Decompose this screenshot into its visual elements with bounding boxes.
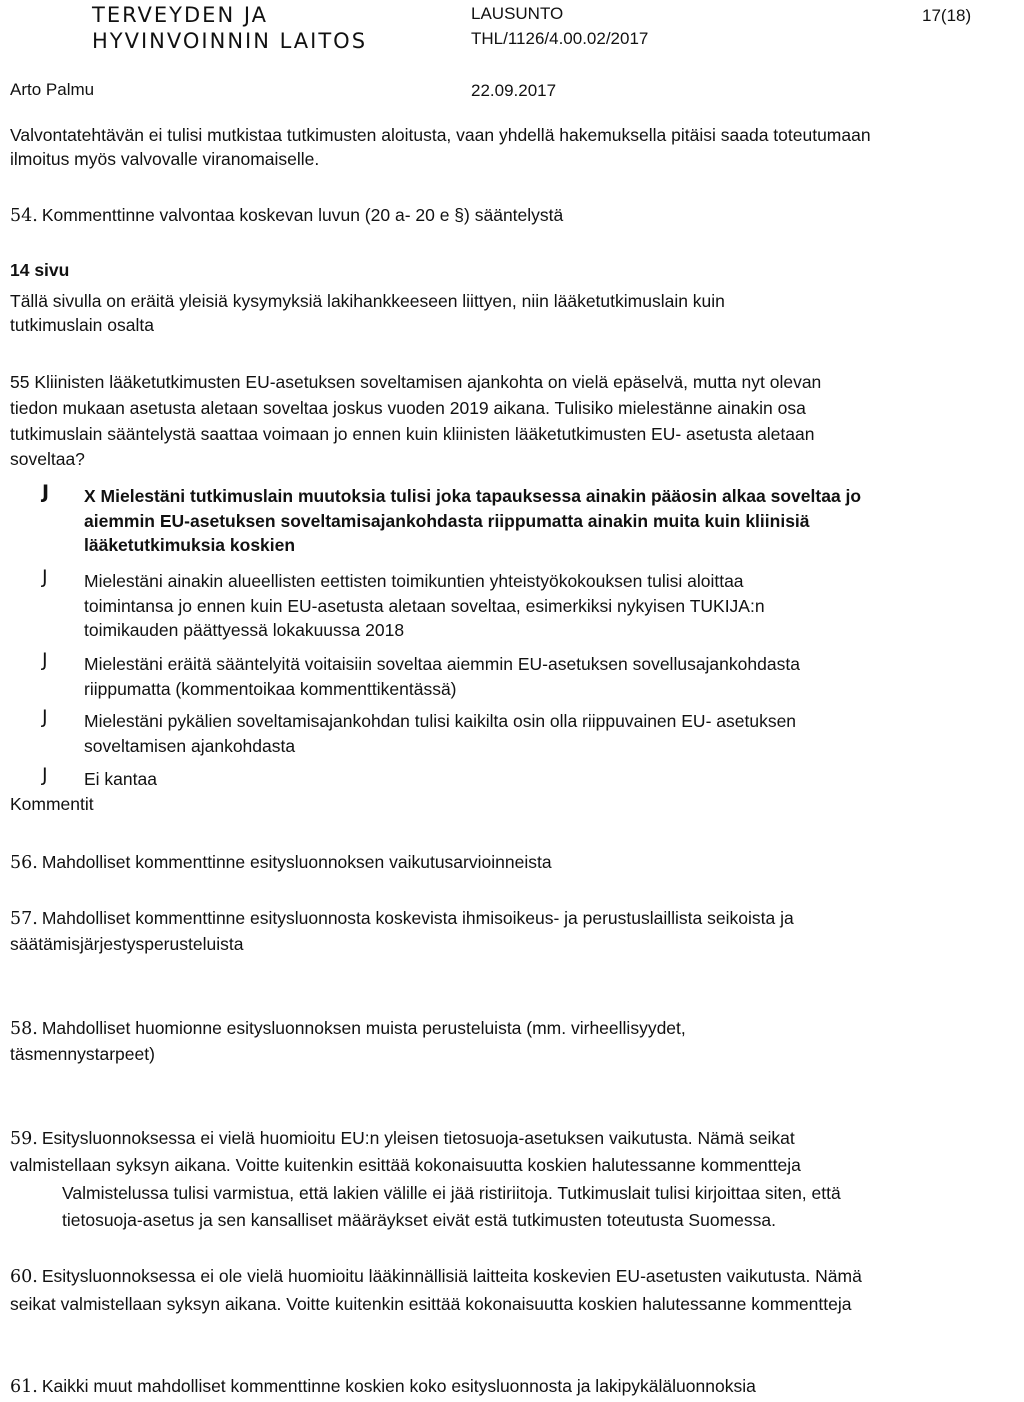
question-58-line-2: täsmennystarpeet) [10,1044,155,1064]
question-56: 56. Mahdolliset kommenttinne esitysluonnoksen vaikutusarvioinneista [10,852,552,873]
option-3[interactable]: Mielestäni eräitä sääntelyitä voitaisiin soveltaa aiemmin EU-asetuksen sovellusajankohdasta riippumatta (kommentoikaa kommenttikentässä) [84,654,800,699]
answer-59-line-1: Valmistelussa tulisi varmistua, että lakien välille ei jää ristiriitoja. Tutkimuslait tulisi kirjoittaa siten, että [62,1183,841,1203]
intro-line-1: Valvontatehtävän ei tulisi mutkistaa tutkimusten aloitusta, vaan yhdellä hakemuksella pitäisi saada toteutumaan [10,125,871,145]
question-55-line-4: soveltaa? [10,449,85,469]
question-60-line-1: 60. Esitysluonnoksessa ei ole vielä huomioitu lääkinnällisiä laitteita koskevien EU-asetusten vaikutusta. Nämä [10,1266,862,1287]
question-55-line-1: 55 Kliinisten lääketutkimusten EU-asetuksen soveltamisen ajankohta on vielä epäselvä, mutta nyt olevan [10,372,822,392]
question-54 [10,204,563,229]
question-57-line-1: 57. Mahdolliset kommenttinne esitysluonnosta koskevista ihmisoikeus- ja perustuslaillista seikoista ja [10,908,794,929]
question-57-line-2: säätämisjärjestysperusteluista [10,934,244,954]
comments-label: Kommentit [10,794,94,814]
intro-line-2: ilmoitus myös valvovalle viranomaiselle. [10,149,320,169]
page-number: 17(18) [922,6,972,25]
question-59-line-2: valmistellaan syksyn aikana. Voitte kuitenkin esittää kokonaisuutta koskien halutessanne kommentteja [10,1155,801,1175]
org-name-line1: TERVEYDEN JA [92,3,269,27]
question-55-line-3: tutkimuslain sääntelystä saattaa voimaan jo ennen kuin kliinisten lääketutkimusten EU- asetusta aletaan [10,424,815,444]
doc-type: LAUSUNTO [471,4,564,23]
option-5[interactable]: Ei kantaa [84,769,157,789]
option-4[interactable]: Mielestäni pykälien soveltamisajankohdan tulisi kaikilta osin olla riippuvainen EU- asetuksen soveltamisen ajankohdasta [84,711,797,756]
author: Arto Palmu [10,80,95,99]
question-text: Kommenttinne valvontaa koskevan luvun (20 a- 20 e §) sääntelystä [41,205,564,225]
answer-59-line-2: tietosuoja-asetus ja sen kansalliset määräykset eivät estä tutkimusten toteutusta Suomessa. [62,1210,776,1230]
question-55-line-2: tiedon mukaan asetusta aletaan soveltaa joskus vuoden 2019 aikana. Tulisiko mielestänne ainakin osa [10,398,806,418]
section-heading: 14 sivu [10,260,70,280]
question-number: 54. [10,206,38,226]
doc-reference: THL/1126/4.00.02/2017 [471,29,649,48]
question-58-line-1: 58. Mahdolliset huomionne esitysluonnoksen muista perusteluista (mm. virheellisyydet, [10,1018,686,1039]
question-59-line-1: 59. Esitysluonnoksessa ei vielä huomioitu EU:n yleisen tietosuoja-asetuksen vaikutusta. Nämä seikat [10,1128,795,1149]
option-checkbox-icon[interactable]: J [42,481,50,503]
option-checkbox-icon[interactable]: J [42,706,48,728]
option-2[interactable]: Mielestäni ainakin alueellisten eettisten toimikuntien yhteistyökokouksen tulisi aloittaa toimintansa jo ennen kuin EU-asetusta aletaan soveltaa, esimerkiksi nykyisen TUKIJA:n toimikauden päättyessä lokakuussa 2018 [84,571,765,640]
option-checkbox-icon[interactable]: J [42,764,48,786]
section-line-2: tutkimuslain osalta [10,315,154,335]
section-line-1: Tällä sivulla on eräitä yleisiä kysymyksiä lakihankkeeseen liittyen, niin lääketutkimuslain kuin [10,291,725,311]
option-checkbox-icon[interactable]: J [42,649,48,671]
question-61: 61. Kaikki muut mahdolliset kommenttinne koskien koko esitysluonnosta ja lakipykäläluonnoksia [10,1376,756,1397]
question-60-line-2: seikat valmistellaan syksyn aikana. Voitte kuitenkin esittää kokonaisuutta koskien halutessanne kommentteja [10,1294,852,1314]
org-name-line2: HYVINVOINNIN LAITOS [92,29,368,53]
doc-date: 22.09.2017 [471,81,557,100]
option-checkbox-icon[interactable]: J [42,566,48,588]
option-1[interactable]: X Mielestäni tutkimuslain muutoksia tulisi joka tapauksessa ainakin pääosin alkaa soveltaa jo aiemmin EU-asetuksen soveltamisajankohdasta riippumatta ainakin muita kuin kliinisiä lääketutkimuksia koskien [84,486,862,555]
